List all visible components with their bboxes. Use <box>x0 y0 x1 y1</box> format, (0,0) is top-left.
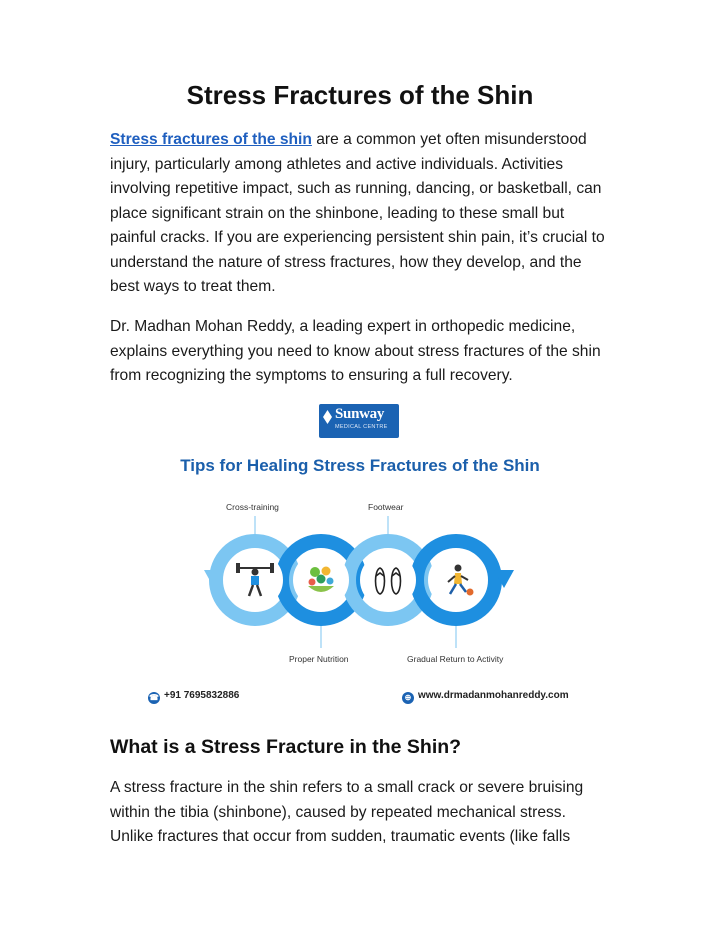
tips-cycle-diagram <box>112 392 608 722</box>
phone-number: +91 7695832886 <box>164 690 240 701</box>
infographic-title: Tips for Healing Stress Fractures of the Shin <box>180 456 540 475</box>
contact-phone <box>148 690 239 704</box>
expert-paragraph: Dr. Madhan Mohan Reddy, a leading expert in orthopedic medicine, explains everything you need to know about stress fractures of the shin from recognizing the symptoms to ensuring a full recovery. <box>110 318 601 384</box>
label-cross-training: Cross-training <box>226 502 279 512</box>
globe-icon: ⊕ <box>402 692 414 704</box>
page-title: Stress Fractures of the Shin <box>186 80 534 110</box>
label-proper-nutrition: Proper Nutrition <box>289 654 349 664</box>
section-heading: What is a Stress Fracture in the Shin? <box>110 736 462 758</box>
phone-icon: ☎ <box>149 693 159 702</box>
logo-subtitle: MEDICAL CENTRE <box>335 424 388 430</box>
intro-text: are a common yet often misunderstood injury, particularly among athletes and active individuals. Activities involving repetitive impact, such as running, dancing, or basketball, can place significant strain on the shinbone, leading to these small but painful cracks. If you are experiencing persistent shin pain, it’s crucial to understand the nature of stress fractures, how they develop, and the best ways to treat them. <box>110 131 605 295</box>
definition-paragraph: A stress fracture in the shin refers to a small crack or severe bruising within the tibia (shinbone), caused by repeated mechanical stress. Unlike fractures that occur from sudden, traumatic events (like falls <box>110 779 584 845</box>
healing-tips-infographic <box>112 392 608 722</box>
stress-fractures-link[interactable]: Stress fractures of the shin <box>110 131 312 148</box>
contact-website <box>402 690 569 704</box>
logo-name: Sunway <box>335 406 385 422</box>
label-footwear: Footwear <box>368 502 404 512</box>
label-gradual-return: Gradual Return to Activity <box>407 654 504 664</box>
intro-paragraph <box>110 128 610 300</box>
website-url: www.drmadanmohanreddy.com <box>418 690 569 701</box>
